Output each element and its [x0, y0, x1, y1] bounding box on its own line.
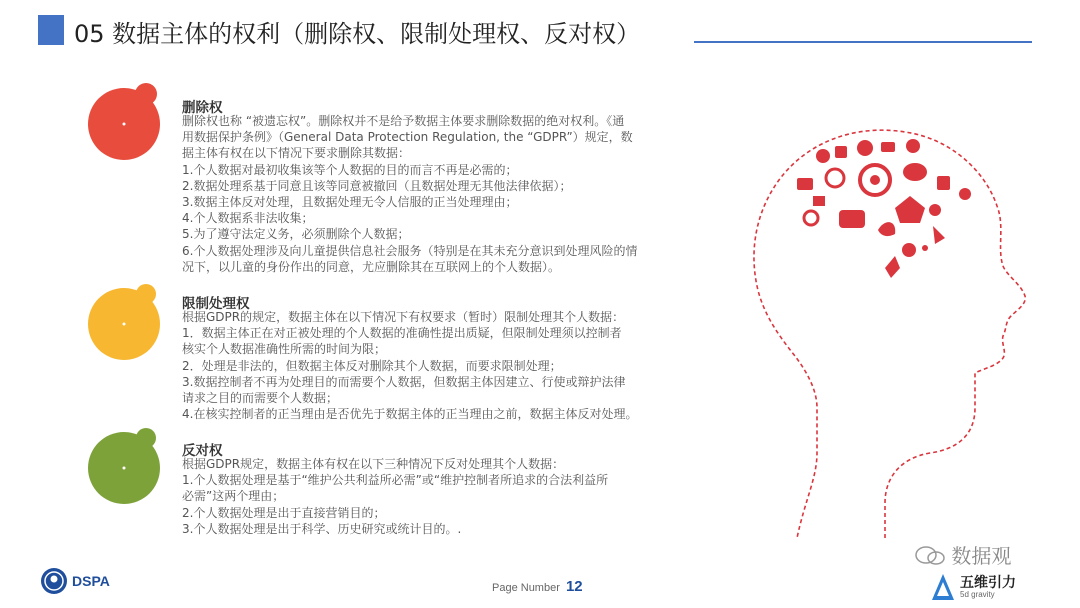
section-2-line: 请求之目的而需要个人数据； [182, 391, 339, 406]
section-1-line: 据主体有权在以下情况下要求删除其数据： [182, 146, 411, 161]
page-number-label: Page Number [492, 582, 560, 594]
section-3-line: 2.个人数据处理是出于直接营销目的； [182, 505, 386, 520]
section-1-blob-icon [84, 80, 166, 162]
watermark [915, 540, 1011, 569]
section-3-line: 1.个人数据处理是基于“维护公共利益所必需”或“维护控制者所追求的合法利益所 [182, 473, 609, 488]
section-1-line: 4.个人数据系非法收集； [182, 211, 314, 226]
section-1-line: 6.个人数据处理涉及向儿童提供信息社会服务（特别是在其未充分意识到处理风险的情 [182, 243, 638, 258]
section-3-line: 3.个人数据处理是出于科学、历史研究或统计目的。. [182, 521, 462, 536]
section-1-title: 删除权 [182, 100, 223, 116]
chat-bubble-icon [915, 546, 945, 566]
section-3-body [182, 456, 702, 537]
head-profile-illustration [735, 108, 1035, 538]
logo-text: DSPA [72, 573, 110, 589]
section-1-body [182, 113, 702, 275]
section-2-blob-icon [84, 282, 166, 364]
brand-sub: 5d gravity [960, 590, 995, 599]
section-2-line: 根据GDPR的规定，数据主体在以下情况下有权要求（暂时）限制处理其个人数据： [182, 310, 625, 324]
section-2-line: 1．数据主体正在对正被处理的个人数据的准确性提出质疑，但限制处理须以控制者 [182, 326, 622, 341]
section-1-line: 删除权也称 “被遗忘权”。删除权并不是给予数据主体要求删除数据的绝对权利。《通 [182, 114, 625, 128]
brand-mark-icon [930, 572, 956, 602]
page-number-value: 12 [565, 578, 583, 595]
watermark-text: 数据观 [951, 544, 1012, 568]
dspa-logo-icon [40, 567, 68, 595]
section-3-blob-icon [84, 426, 166, 508]
section-1-line: 3.数据主体反对处理，且数据处理无令人信服的正当处理理由； [182, 195, 518, 210]
section-2-title: 限制处理权 [182, 296, 250, 312]
title-accent-square [38, 15, 64, 45]
section-1-line: 5.为了遵守法定义务，必须删除个人数据； [182, 227, 410, 242]
section-1-line: 用数据保护条例》（General Data Protection Regulation, the “GDPR”）规定，数 [182, 130, 633, 145]
section-3-title: 反对权 [182, 443, 223, 459]
section-1-line: 况下，以儿童的身份作出的同意，尤应删除其在互联网上的个人数据）。 [182, 259, 561, 274]
section-2-line: 4.在核实控制者的正当理由是否优先于数据主体的正当理由之前，数据主体反对处理。 [182, 407, 638, 422]
section-2-line: 3.数据控制者不再为处理目的而需要个人数据，但数据主体因建立、行使或辩护法律 [182, 374, 626, 389]
section-2-line: 2．处理是非法的，但数据主体反对删除其个人数据，而要求限制处理； [182, 358, 562, 373]
section-3-line: 根据GDPR规定，数据主体有权在以下三种情况下反对处理其个人数据： [182, 457, 565, 471]
section-2-line: 核实个人数据准确性所需的时间为限； [182, 342, 387, 357]
section-1-line: 1.个人数据对最初收集该等个人数据的目的而言不再是必需的； [182, 162, 518, 177]
title-underline [694, 41, 1032, 43]
section-2-body [182, 309, 702, 422]
page-title: 05 数据主体的权利（删除权、限制处理权、反对权） [74, 20, 641, 48]
page-number [492, 578, 583, 595]
section-3-line: 必需”这两个理由； [182, 489, 285, 504]
section-1-line: 2.数据处理系基于同意且该等同意被撤回（且数据处理无其他法律依据）； [182, 178, 572, 193]
brand-name: 五维引力 [960, 574, 1016, 590]
brand-logo [930, 570, 1040, 604]
